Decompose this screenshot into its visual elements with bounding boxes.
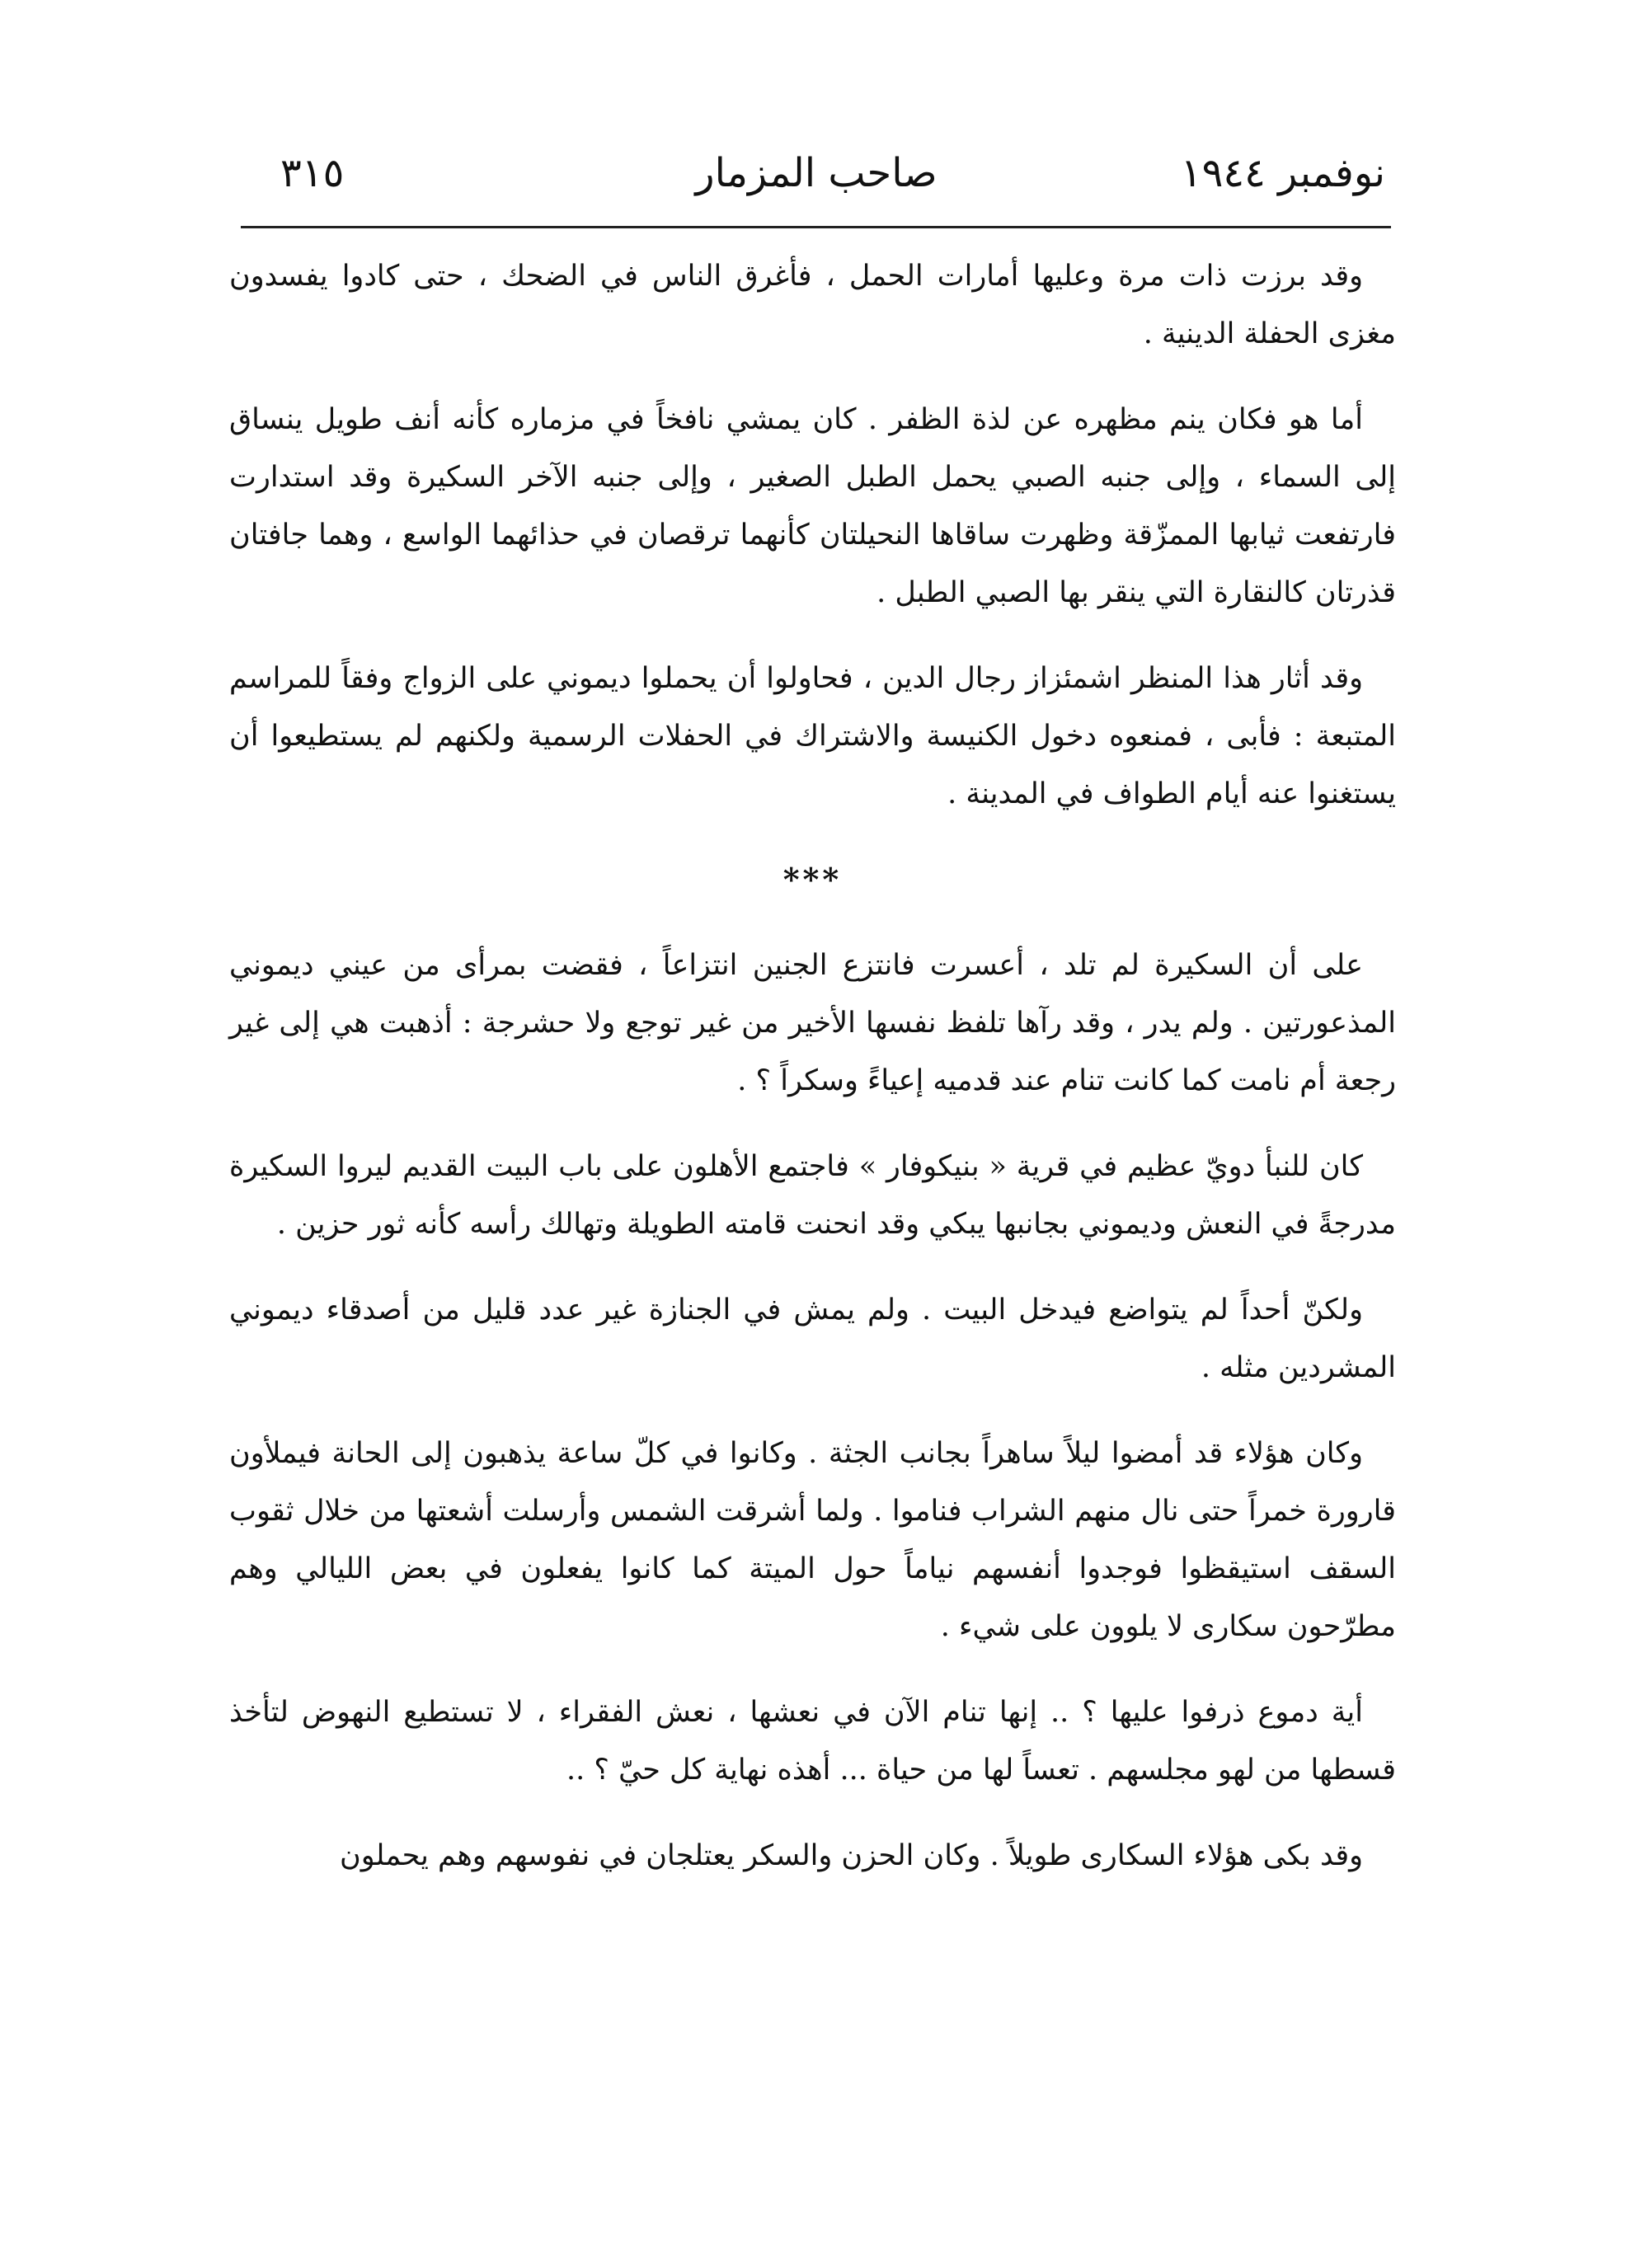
header-date: نوفمبر ١٩٤٤: [1180, 150, 1385, 196]
paragraph: وقد بكى هؤلاء السكارى طويلاً . وكان الحزن والسكر يعتلجان في نفوسهم وهم يحملون: [339, 1839, 1363, 1872]
paragraph: على أن السكيرة لم تلد ، أعسرت فانتزع الجنين انتزاعاً ، فقضت بمرأى من عيني ديموني المذعورتين . ولم يدر ، وقد رآها تلفظ نفسها الأخير من غير توجع ولا حشرجة : أذهبت هي إلى غير رجعة أم نامت كما كانت تنام عند قدميه إعياءً وسكراً ؟ .: [229, 949, 1396, 1097]
paragraph: وقد برزت ذات مرة وعليها أمارات الحمل ، فأغرق الناس في الضحك ، حتى كادوا يفسدون مغزى الحفلة الدينية .: [229, 260, 1396, 350]
paragraph: كان للنبأ دويّ عظيم في قرية « بنيكوفار » فاجتمع الأهلون على باب البيت القديم ليروا السكيرة مدرجةً في النعش وديموني بجانبها يبكي وقد انحنت قامته الطويلة وتهالك رأسه كأنه ثور حزين .: [229, 1150, 1396, 1241]
header-rule: [241, 226, 1391, 228]
header-title: صاحب المزمار: [695, 150, 938, 196]
section-separator: ***: [782, 861, 843, 898]
body-text: [229, 247, 1396, 1913]
paragraph: وكان هؤلاء قد أمضوا ليلاً ساهراً بجانب الجثة . وكانوا في كلّ ساعة يذهبون إلى الحانة فيملأون قارورة خمراً حتى نال منهم الشراب فناموا . ولما أشرقت الشمس وأرسلت أشعتها من خلال ثقوب السقف استيقظوا فوجدوا أنفسهم نياماً حول الميتة كما كانوا يفعلون في بعض الليالي وهم مطرّحون سكارى لا يلوون على شيء .: [229, 1437, 1396, 1643]
paragraph: وقد أثار هذا المنظر اشمئزاز رجال الدين ، فحاولوا أن يحملوا ديموني على الزواج وفقاً للمراسم المتبعة : فأبى ، فمنعوه دخول الكنيسة والاشتراك في الحفلات الرسمية ولكنهم لم يستطيعوا أن يستغنوا عنه أيام الطواف في المدينة .: [229, 662, 1396, 810]
running-header: [247, 136, 1385, 210]
paragraph: ولكنّ أحداً لم يتواضع فيدخل البيت . ولم يمش في الجنازة غير عدد قليل من أصدقاء ديموني المشردين مثله .: [229, 1294, 1396, 1384]
paragraph: أية دموع ذرفوا عليها ؟ .. إنها تنام الآن في نعشها ، نعش الفقراء ، لا تستطيع النهوض لتأخذ قسطها من لهو مجلسهم . تعساً لها من حياة ... أهذه نهاية كل حيّ ؟ ..: [229, 1696, 1396, 1787]
page-number: ٣١٥: [280, 150, 345, 196]
paragraph: أما هو فكان ينم مظهره عن لذة الظفر . كان يمشي نافخاً في مزماره كأنه أنف طويل ينساق إلى السماء ، وإلى جنبه الصبي يحمل الطبل الصغير ، وإلى جنبه الآخر السكيرة وقد استدارت فارتفعت ثيابها الممزّقة وظهرت ساقاها النحيلتان كأنهما ترقصان في حذائهما الواسع ، وهما جافتان قذرتان كالنقارة التي ينقر بها الصبي الطبل .: [229, 403, 1396, 609]
